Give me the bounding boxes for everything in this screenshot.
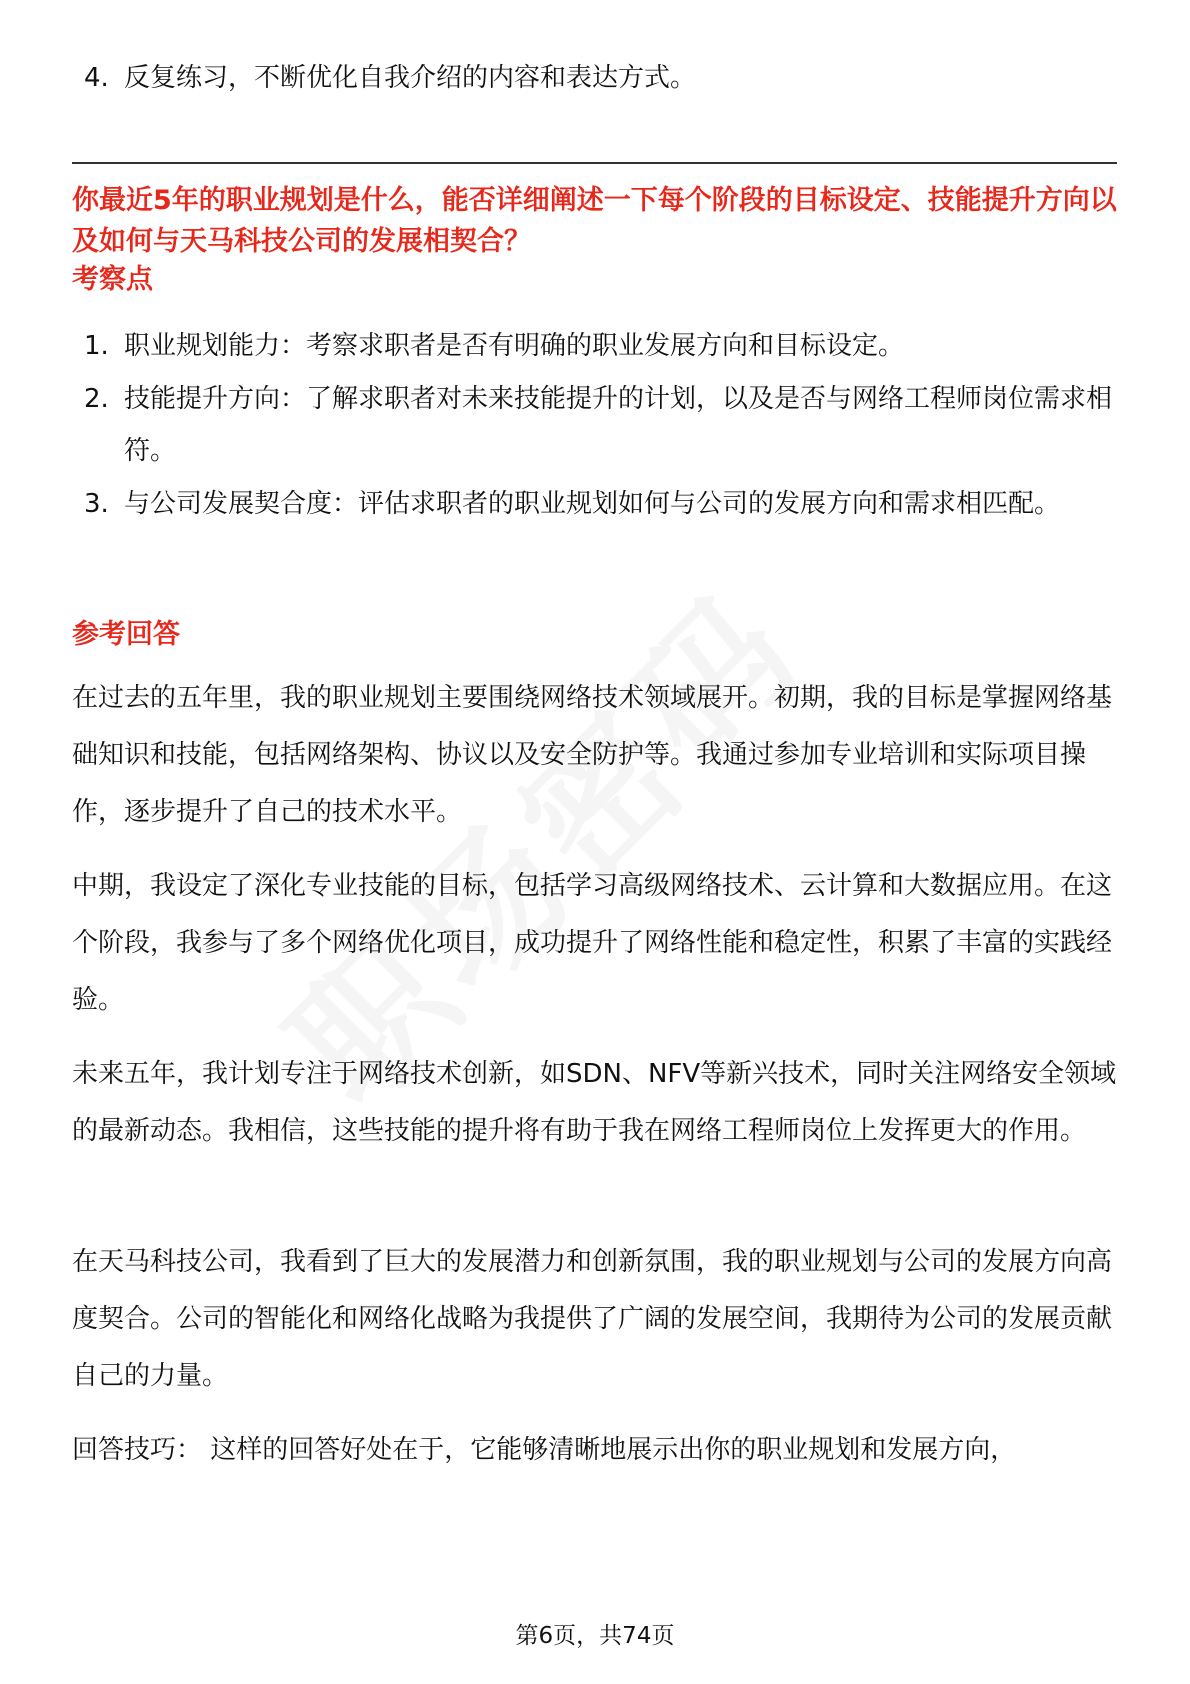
page-number: 第6页，共74页	[515, 1623, 675, 1649]
answer-paragraph: 中期，我设定了深化专业技能的目标，包括学习高级网络技术、云计算和大数据应用。在这个阶段，我参与了多个网络优化项目，成功提升了网络性能和稳定性，积累了丰富的实践经验。	[72, 871, 1113, 1015]
list-text: 反复练习，不断优化自我介绍的内容和表达方式。	[124, 63, 697, 93]
focus-heading: 考察点	[72, 264, 153, 295]
list-number: 3.	[84, 489, 109, 519]
answer-heading: 参考回答	[72, 619, 180, 650]
answer-paragraph: 在过去的五年里，我的职业规划主要围绕网络技术领域展开。初期，我的目标是掌握网络基础知识和技能，包括网络架构、协议以及安全防护等。我通过参加专业培训和实际项目操作，逐步提升了自己的技术水平。	[72, 683, 1113, 827]
list-number: 2.	[84, 384, 109, 414]
list-text: 职业规划能力：考察求职者是否有明确的职业发展方向和目标设定。	[124, 331, 905, 361]
section-divider	[72, 162, 1117, 164]
list-number: 4.	[84, 63, 109, 93]
answer-paragraph: 在天马科技公司，我看到了巨大的发展潜力和创新氛围，我的职业规划与公司的发展方向高度契合。公司的智能化和网络化战略为我提供了广阔的发展空间，我期待为公司的发展贡献自己的力量。	[72, 1247, 1113, 1391]
answer-tip: 回答技巧： 这样的回答好处在于，它能够清晰地展示出你的职业规划和发展方向，	[72, 1435, 1017, 1465]
list-text: 与公司发展契合度：评估求职者的职业规划如何与公司的发展方向和需求相匹配。	[124, 489, 1061, 519]
list-number: 1.	[84, 331, 109, 361]
question-heading: 你最近5年的职业规划是什么，能否详细阐述一下每个阶段的目标设定、技能提升方向以及如何与天马科技公司的发展相契合？	[72, 185, 1117, 257]
answer-paragraph: 未来五年，我计划专注于网络技术创新，如SDN、NFV等新兴技术，同时关注网络安全领域的最新动态。我相信，这些技能的提升将有助于我在网络工程师岗位上发挥更大的作用。	[72, 1059, 1117, 1146]
list-text: 技能提升方向：了解求职者对未来技能提升的计划，以及是否与网络工程师岗位需求相符。	[124, 384, 1113, 466]
